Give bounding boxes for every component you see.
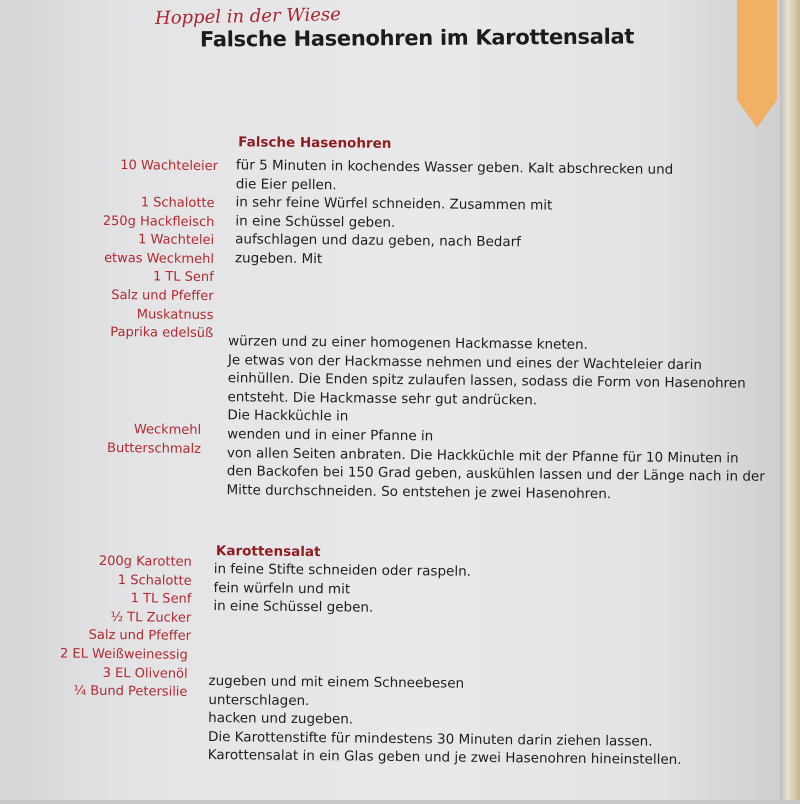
ingredient: ½ TL Zucker (110, 609, 192, 626)
ingredient: Salz und Pfeffer (111, 287, 214, 305)
ingredient: etwas Weckmehl (104, 250, 215, 267)
ingredients-group-3 (107, 422, 201, 460)
ingredient: 3 EL Olivenöl (102, 665, 188, 682)
ingredient: 200g Karotten (98, 553, 192, 570)
ingredient: 1 Schalotte (117, 572, 192, 589)
step-line: den Backofen bei 150 Grad geben, auskühlen lassen und der Länge nach in der (226, 463, 765, 485)
ingredient: 1 TL Senf (130, 591, 192, 608)
step-line: wenden und in einer Pfanne in (227, 426, 434, 445)
ingredient: ¼ Bund Petersilie (73, 683, 188, 700)
ingredient: 1 Schalotte (140, 195, 215, 212)
ingredient: Weckmehl (133, 422, 202, 438)
steps-block-3 (213, 560, 471, 618)
ingredient: 250g Hackfleisch (102, 213, 215, 230)
ingredient: 1 Wachtelei (137, 232, 215, 249)
ingredient: Salz und Pfeffer (88, 628, 192, 645)
recipe-title: Falsche Hasenohren im Karottensalat (199, 24, 635, 52)
ingredients-group-4 (89, 554, 192, 648)
step-line: unterschlagen. (208, 691, 310, 709)
step-line: Je etwas von der Hackmasse nehmen und eines der Wachteleier darin (227, 351, 703, 373)
steps-block-2 (226, 332, 766, 505)
step-line: zugeben. Mit (234, 250, 323, 268)
ingredient: Butterschmalz (107, 440, 202, 457)
chapter-subtitle: Hoppel in der Wiese (154, 4, 341, 29)
section-heading-karottensalat: Karottensalat (215, 543, 321, 561)
step-line: zugeben und mit einem Schneebesen (208, 673, 465, 692)
step-line: für 5 Minuten in kochendes Wasser geben. Kalt abschrecken und (235, 157, 674, 178)
step-line: Karottensalat in ein Glas geben und je zwei Hasenohren hineinstellen. (207, 747, 682, 769)
step-line: hacken und zugeben. (208, 710, 354, 728)
step-line: in sehr feine Würfel schneiden. Zusammen mit (235, 194, 553, 214)
step-line: fein würfeln und mit (213, 579, 351, 598)
step-line: einhüllen. Die Enden spitz zulaufen lassen, sodass die Form von Hasenohren (227, 370, 746, 392)
ingredient: 1 TL Senf (152, 269, 214, 286)
ingredients-group-2 (102, 195, 215, 345)
ingredients-group-1 (120, 158, 218, 178)
steps-block-4 (208, 672, 683, 770)
step-line: von allen Seiten anbraten. Die Hackküchle mit der Pfanne für 10 Minuten in (226, 444, 739, 467)
section-heading-hasenohren: Falsche Hasenohren (238, 134, 392, 152)
step-line: in eine Schüssel geben. (235, 213, 396, 231)
ingredient: Muskatnuss (136, 306, 214, 323)
step-line: aufschlagen und dazu geben, nach Bedarf (235, 231, 522, 251)
ingredient: 10 Wachteleier (120, 158, 219, 175)
ingredient: 2 EL Weißweinessig (59, 646, 188, 663)
steps-block-1 (235, 156, 673, 272)
step-line: in eine Schüssel geben. (213, 598, 374, 616)
step-line: Die Karottenstifte für mindestens 30 Minuten darin ziehen lassen. (207, 728, 653, 750)
ingredients-group-5 (60, 646, 188, 703)
step-line: in feine Stifte schneiden oder raspeln. (213, 561, 472, 580)
ingredient: Paprika edelsüß (110, 325, 214, 342)
step-line: Mitte durchschneiden. So entstehen je zwei Hasenohren. (226, 481, 612, 502)
step-line: die Eier pellen. (235, 175, 337, 193)
step-line: würzen und zu einer homogenen Hackmasse kneten. (228, 333, 588, 353)
step-line: Die Hackküchle in (227, 407, 349, 425)
step-line: entsteht. Die Hackmasse sehr gut andrücken. (227, 388, 538, 409)
